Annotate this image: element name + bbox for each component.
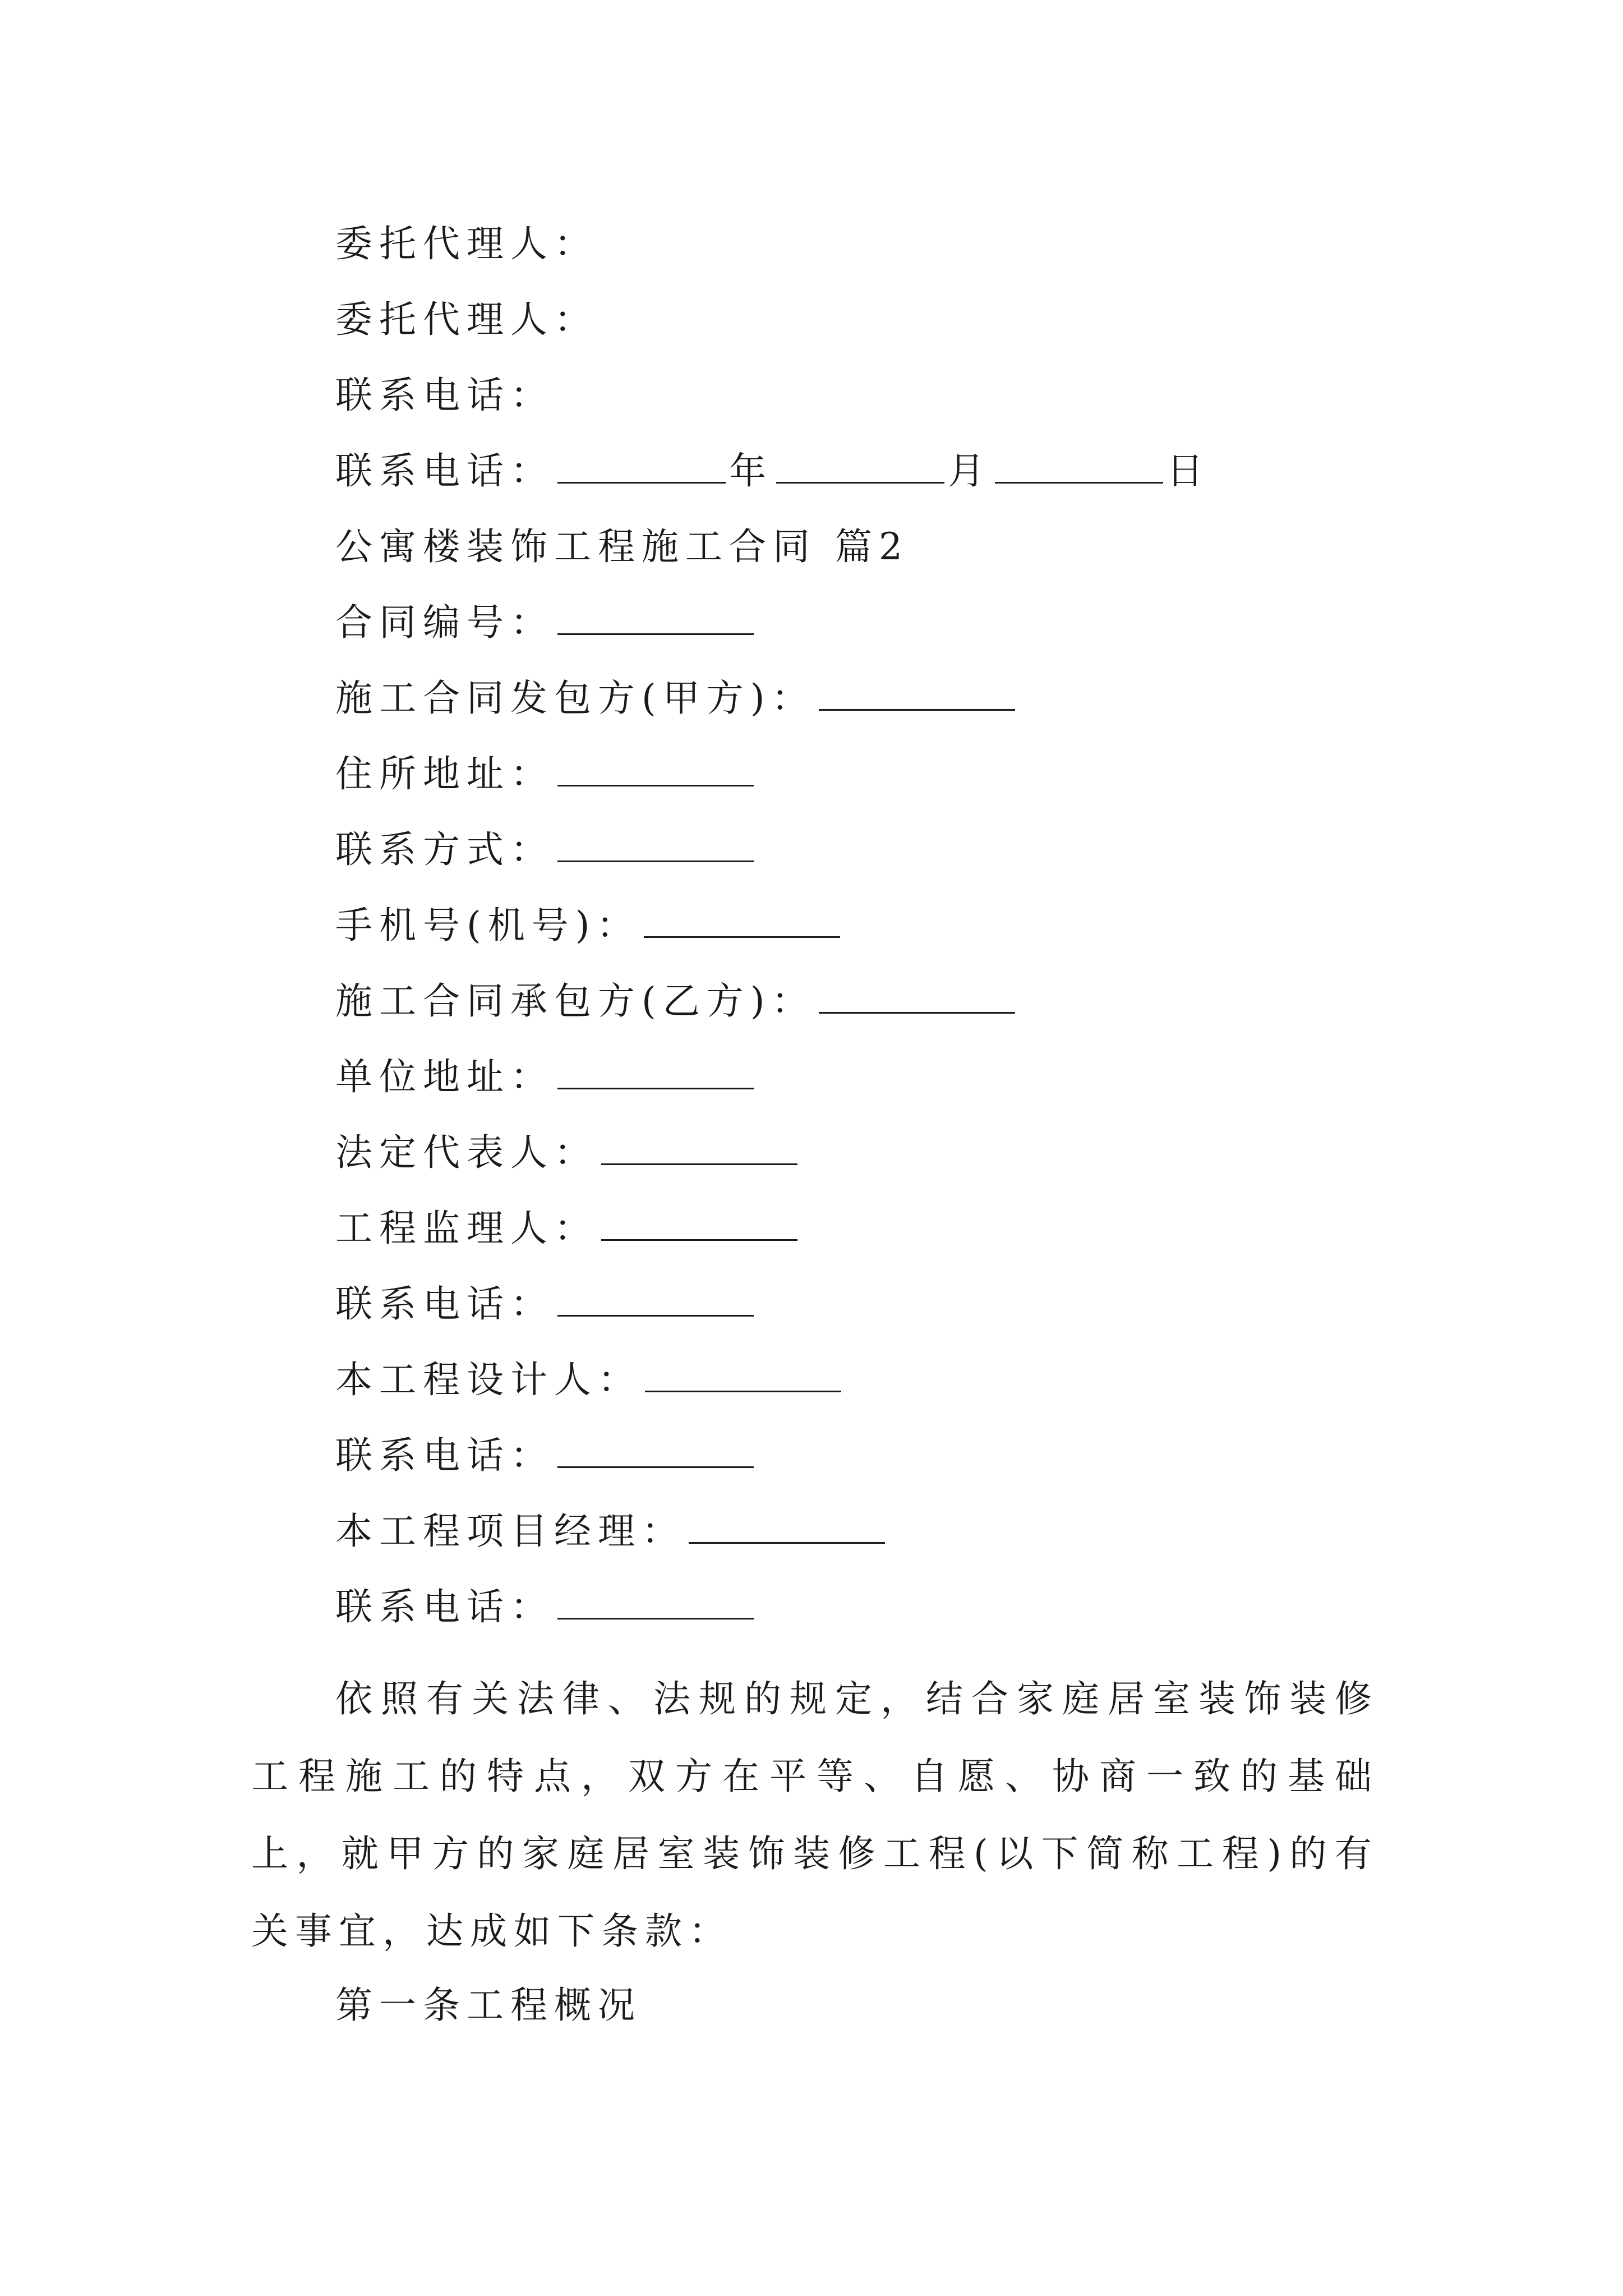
section-heading-text: 第一条工程概况 — [335, 1984, 642, 2027]
mobile-blank — [644, 936, 840, 938]
phone-label: 联系电话： — [335, 1282, 554, 1326]
party-a-label: 施工合同发包方(甲方)： — [335, 677, 815, 720]
phone-label: 联系电话： — [335, 449, 554, 493]
contract-number-label: 合同编号： — [335, 601, 554, 644]
address-blank — [557, 785, 754, 786]
supervisor-label: 工程监理人： — [335, 1207, 598, 1250]
contract-title-text: 公寓楼装饰工程施工合同 篇2 — [335, 525, 909, 568]
contact-label: 联系方式： — [335, 828, 554, 871]
address-label: 住所地址： — [335, 752, 554, 795]
phone-label: 联系电话： — [335, 1434, 554, 1477]
agent-line-1 — [335, 222, 598, 266]
project-manager-line — [335, 1509, 888, 1554]
phone-label: 联系电话： — [335, 1585, 554, 1628]
agent-line-2 — [335, 297, 598, 342]
agent-label: 委托代理人： — [335, 298, 598, 341]
project-manager-label: 本工程项目经理： — [335, 1510, 685, 1553]
day-blank — [995, 482, 1163, 484]
year-blank — [557, 482, 726, 484]
mobile-line — [335, 903, 843, 948]
phone-line-3 — [335, 1433, 757, 1478]
unit-address-line — [335, 1055, 757, 1099]
preamble-paragraph: 依照有关法律、法规的规定，结合家庭居室装饰装修工程施工的特点，双方在平等、自愿、协商一致的基础上，就甲方的家庭居室装饰装修工程(以下简称工程)的有关事宜，达成如下条款： — [251, 1677, 1378, 1953]
phone-blank — [557, 1618, 754, 1619]
party-a-blank — [819, 709, 1015, 711]
party-b-blank — [819, 1012, 1015, 1014]
party-a-line — [335, 676, 1018, 721]
project-manager-blank — [689, 1542, 885, 1544]
phone-label: 联系电话： — [335, 374, 554, 417]
agent-label: 委托代理人： — [335, 222, 598, 265]
supervisor-blank — [601, 1239, 797, 1241]
phone-line-1 — [335, 373, 554, 418]
day-label: 日 — [1166, 449, 1210, 493]
phone-line-4 — [335, 1585, 757, 1630]
phone-line-2 — [335, 1282, 757, 1327]
phone-date-line — [335, 449, 1210, 494]
contact-blank — [557, 861, 754, 862]
section-heading — [335, 1983, 642, 2028]
designer-label: 本工程设计人： — [335, 1358, 642, 1401]
supervisor-line — [335, 1206, 801, 1251]
year-label: 年 — [729, 449, 773, 493]
contract-number-blank — [557, 633, 754, 635]
month-label: 月 — [948, 449, 992, 493]
designer-line — [335, 1358, 845, 1402]
unit-address-blank — [557, 1088, 754, 1089]
legal-rep-label: 法定代表人： — [335, 1131, 598, 1174]
address-line — [335, 752, 757, 797]
mobile-label: 手机号(机号)： — [335, 904, 640, 947]
contract-title — [335, 524, 909, 569]
legal-rep-line — [335, 1130, 801, 1175]
legal-rep-blank — [601, 1163, 797, 1165]
phone-blank — [557, 1315, 754, 1317]
contact-line — [335, 827, 757, 872]
party-b-line — [335, 979, 1018, 1024]
phone-blank — [557, 1466, 754, 1468]
unit-address-label: 单位地址： — [335, 1055, 554, 1098]
party-b-label: 施工合同承包方(乙方)： — [335, 979, 815, 1023]
contract-number-line — [335, 600, 757, 645]
month-blank — [776, 482, 944, 484]
designer-blank — [645, 1391, 841, 1392]
